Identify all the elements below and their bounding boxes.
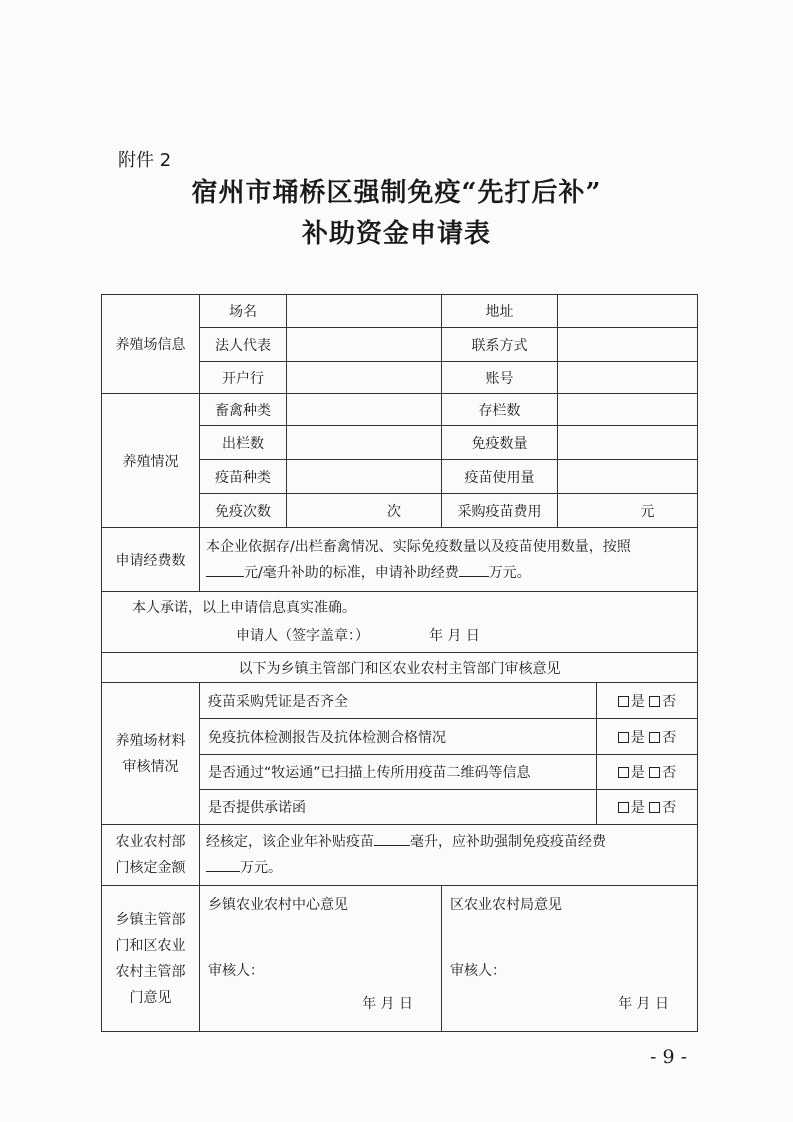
apply-amount-blank[interactable]	[459, 560, 489, 577]
species-label: 畜禽种类	[200, 394, 287, 426]
rate-blank[interactable]	[206, 560, 244, 577]
document-title-line2: 补助资金申请表	[301, 219, 491, 249]
yes-checkbox[interactable]	[618, 732, 629, 743]
legal-rep-field[interactable]	[287, 328, 442, 362]
yes-label: 是	[630, 693, 645, 710]
apply-text-3: 万元。	[488, 564, 531, 581]
material-item-1-choice[interactable]	[597, 683, 698, 719]
pledge-cell	[102, 592, 698, 653]
farm-name-field[interactable]	[287, 295, 442, 328]
district-opinion-cell[interactable]	[442, 886, 698, 1032]
farm-name-row	[102, 295, 698, 328]
review-header-row	[102, 653, 698, 683]
review-header: 以下为乡镇主管部门和区农业农村主管部门审核意见	[102, 653, 698, 683]
times-label: 免疫次数	[200, 494, 287, 528]
address-field[interactable]	[558, 295, 698, 328]
document-title-line1: 宿州市埇桥区强制免疫“先打后补”	[191, 178, 602, 208]
opinion-label-line2: 门和区农业	[115, 937, 186, 954]
species-field[interactable]	[287, 394, 442, 426]
times-field[interactable]	[287, 494, 442, 528]
district-reviewer-label: 审核人：	[450, 963, 506, 979]
farm-info-section-label: 养殖场信息	[102, 295, 200, 394]
outgoing-label: 出栏数	[200, 426, 287, 460]
address-label: 地址	[442, 295, 558, 328]
town-opinion-cell[interactable]	[200, 886, 442, 1032]
verify-amount-blank[interactable]	[206, 855, 240, 872]
opinion-label-line1: 乡镇主管部	[115, 911, 186, 928]
yes-checkbox[interactable]	[618, 767, 629, 778]
breeding-section-label: 养殖情况	[102, 394, 200, 528]
opinion-row	[102, 886, 698, 1032]
town-reviewer-label: 审核人：	[208, 963, 264, 979]
no-label: 否	[662, 800, 677, 816]
cost-unit: 元	[640, 503, 655, 520]
town-opinion-date: 年 月 日	[362, 996, 413, 1012]
materials-section-label	[102, 683, 200, 825]
farm-name-label: 场名	[200, 295, 287, 328]
bank-label: 开户行	[200, 362, 287, 394]
opinion-label-line3: 农村主管部	[115, 963, 186, 980]
no-label: 否	[662, 765, 677, 781]
pledge-date: 年 月 日	[429, 628, 480, 644]
times-unit: 次	[387, 503, 401, 520]
verify-label-line2: 门核定金额	[115, 860, 186, 876]
applicant-label: 申请人（签字盖章：）	[236, 628, 369, 644]
verify-statement	[200, 825, 698, 886]
account-label: 账号	[442, 362, 558, 394]
stock-label: 存栏数	[442, 394, 558, 426]
vaccine-type-label: 疫苗种类	[200, 460, 287, 494]
verify-row	[102, 825, 698, 886]
materials-label-line1: 养殖场材料	[115, 732, 186, 749]
yes-checkbox[interactable]	[618, 802, 629, 813]
vaccine-usage-label: 疫苗使用量	[442, 460, 558, 494]
material-item-2-choice[interactable]	[597, 719, 698, 755]
contact-label: 联系方式	[442, 328, 558, 362]
apply-statement	[200, 528, 698, 592]
material-item-3: 是否通过“牧运通”已扫描上传所用疫苗二维码等信息	[200, 755, 597, 790]
no-label: 否	[662, 693, 677, 710]
bank-field[interactable]	[287, 362, 442, 394]
cost-label: 采购疫苗费用	[442, 494, 558, 528]
immunized-label: 免疫数量	[442, 426, 558, 460]
material-item-1: 疫苗采购凭证是否齐全	[200, 683, 597, 719]
application-form-table	[101, 294, 698, 1032]
apply-text-2: 元/毫升补助的标准，申请补助经费	[244, 564, 459, 581]
yes-label: 是	[630, 765, 645, 781]
verify-section-label	[102, 825, 200, 886]
cost-field[interactable]	[558, 494, 698, 528]
yes-label: 是	[630, 800, 645, 816]
verify-label-line1: 农业农村部	[115, 834, 186, 850]
stock-field[interactable]	[558, 394, 698, 426]
pledge-statement: 本人承诺，以上申请信息真实准确。	[132, 600, 356, 616]
species-row	[102, 394, 698, 426]
verify-text-1: 经核定，该企业年补贴疫苗	[206, 834, 374, 850]
materials-label-line2: 审核情况	[122, 758, 179, 775]
vaccine-usage-field[interactable]	[558, 460, 698, 494]
town-opinion-title: 乡镇农业农村中心意见	[208, 897, 348, 913]
apply-label: 申请经费数	[102, 528, 200, 592]
district-opinion-date: 年 月 日	[618, 996, 669, 1012]
material-item-3-choice[interactable]	[597, 755, 698, 790]
attachment-label: 附件 2	[118, 150, 172, 171]
material-row	[102, 683, 698, 719]
no-checkbox[interactable]	[649, 767, 660, 778]
immunized-field[interactable]	[558, 426, 698, 460]
apply-row	[102, 528, 698, 592]
no-label: 否	[662, 729, 677, 746]
contact-field[interactable]	[558, 328, 698, 362]
verify-volume-blank[interactable]	[374, 829, 410, 846]
yes-checkbox[interactable]	[618, 696, 629, 707]
no-checkbox[interactable]	[649, 802, 660, 813]
account-field[interactable]	[558, 362, 698, 394]
outgoing-field[interactable]	[287, 426, 442, 460]
applicant-signature-line	[102, 622, 697, 650]
page-number: - 9 -	[650, 1046, 688, 1068]
district-opinion-title: 区农业农村局意见	[450, 897, 562, 913]
material-item-4-choice[interactable]	[597, 790, 698, 825]
legal-rep-label: 法人代表	[200, 328, 287, 362]
yes-label: 是	[630, 729, 645, 746]
vaccine-type-field[interactable]	[287, 460, 442, 494]
material-item-4: 是否提供承诺函	[200, 790, 597, 825]
pledge-row	[102, 592, 698, 653]
material-item-2: 免疫抗体检测报告及抗体检测合格情况	[200, 719, 597, 755]
no-checkbox[interactable]	[649, 732, 660, 743]
apply-text-1: 本企业依据存/出栏畜禽情况、实际免疫数量以及疫苗使用数量，按照	[206, 538, 631, 555]
no-checkbox[interactable]	[649, 696, 660, 707]
verify-text-2: 毫升，应补助强制免疫疫苗经费	[410, 834, 606, 850]
opinion-section-label	[102, 886, 200, 1032]
opinion-label-line4: 门意见	[129, 989, 172, 1006]
verify-text-3: 万元。	[240, 860, 282, 876]
